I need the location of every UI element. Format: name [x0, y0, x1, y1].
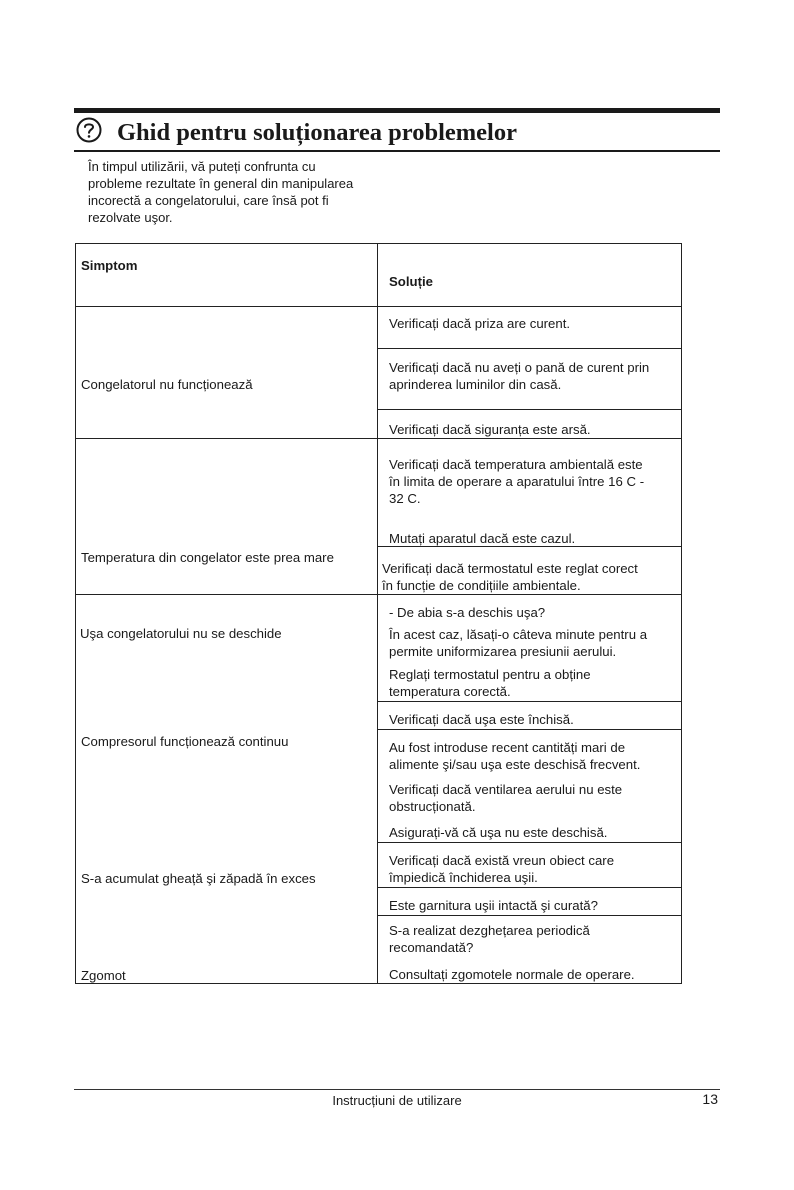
- table-border-right: [681, 243, 682, 983]
- symptom-cell: Zgomot: [81, 968, 126, 983]
- solution-rule: [377, 348, 682, 349]
- solution-rule: [377, 842, 682, 843]
- page-number: 13: [702, 1091, 718, 1107]
- solution-cell: Asigurați-vă că uşa nu este deschisă.: [389, 825, 608, 840]
- title-bottom-rule: [74, 150, 720, 152]
- symptom-cell: Compresorul funcționează continuu: [81, 734, 289, 749]
- solution-cell: Este garnitura uşii intactă şi curată?: [389, 898, 598, 913]
- table-rule: [75, 983, 682, 984]
- symptom-cell: Uşa congelatorului nu se deschide: [80, 626, 282, 641]
- table-rule: [75, 438, 682, 439]
- solution-cell: Verificați dacă uşa este închisă.: [389, 712, 574, 727]
- solution-cell: Verificați dacă temperatura ambientală este în limita de operare a aparatului între 16 C - 32 C.: [389, 457, 645, 506]
- intro-paragraph: [88, 158, 408, 226]
- intro-line: rezolvate uşor.: [88, 210, 173, 225]
- table-border-left: [75, 243, 76, 983]
- table-column-divider: [377, 243, 378, 983]
- symptom-cell: Temperatura din congelator este prea mare: [81, 550, 334, 565]
- solution-cell: Consultați zgomotele normale de operare.: [389, 967, 635, 982]
- solution-rule: [377, 701, 682, 702]
- solution-cell: Verificați dacă siguranța este arsă.: [389, 422, 591, 437]
- symptom-cell: Congelatorul nu funcționează: [81, 377, 253, 392]
- solution-cell: În acest caz, lăsați-o câteva minute pentru a permite uniformizarea presiunii aerului.: [389, 627, 648, 659]
- intro-line: În timpul utilizării, vă puteți confrunta cu: [88, 159, 316, 174]
- solution-rule: [377, 729, 682, 730]
- header-symptom: Simptom: [81, 258, 138, 273]
- solution-cell: Au fost introduse recent cantități mari de alimente şi/sau uşa este deschisă frecvent.: [389, 740, 641, 772]
- solution-cell: Mutați aparatul dacă este cazul.: [389, 531, 576, 546]
- solution-cell: - De abia s-a deschis uşa?: [389, 605, 546, 620]
- solution-cell: Verificați dacă termostatul este reglat corect în funcție de condițiile ambientale.: [382, 561, 638, 593]
- table-rule: [75, 594, 682, 595]
- intro-line: probleme rezultate în general din manipularea: [88, 176, 354, 191]
- footer-rule: [74, 1089, 720, 1090]
- solution-rule: [377, 915, 682, 916]
- intro-line: incorectă a congelatorului, care însă pot fi: [88, 193, 329, 208]
- solution-cell: Verificați dacă priza are curent.: [389, 316, 571, 331]
- solution-cell: Verificați dacă ventilarea aerului nu este obstrucționată.: [389, 782, 623, 814]
- solution-cell: Verificați dacă există vreun obiect care împiedică închiderea uşii.: [389, 853, 615, 885]
- table-rule: [75, 243, 682, 244]
- solution-cell: Verificați dacă nu aveți o pană de curent prin aprinderea luminilor din casă.: [389, 360, 650, 392]
- title-top-rule: [74, 108, 720, 113]
- solution-cell: S-a realizat dezghețarea periodică recomandată?: [389, 923, 590, 955]
- question-circle-icon: [75, 116, 103, 144]
- solution-cell: Reglați termostatul pentru a obține temperatura corectă.: [389, 667, 591, 699]
- symptom-cell: S-a acumulat gheață şi zăpadă în exces: [81, 871, 316, 886]
- footer-text: Instrucțiuni de utilizare: [332, 1093, 462, 1108]
- header-solution: Soluție: [389, 274, 433, 289]
- table-rule: [75, 306, 682, 307]
- solution-rule: [377, 887, 682, 888]
- solution-rule: [377, 409, 682, 410]
- page-title: Ghid pentru soluționarea problemelor: [117, 119, 517, 146]
